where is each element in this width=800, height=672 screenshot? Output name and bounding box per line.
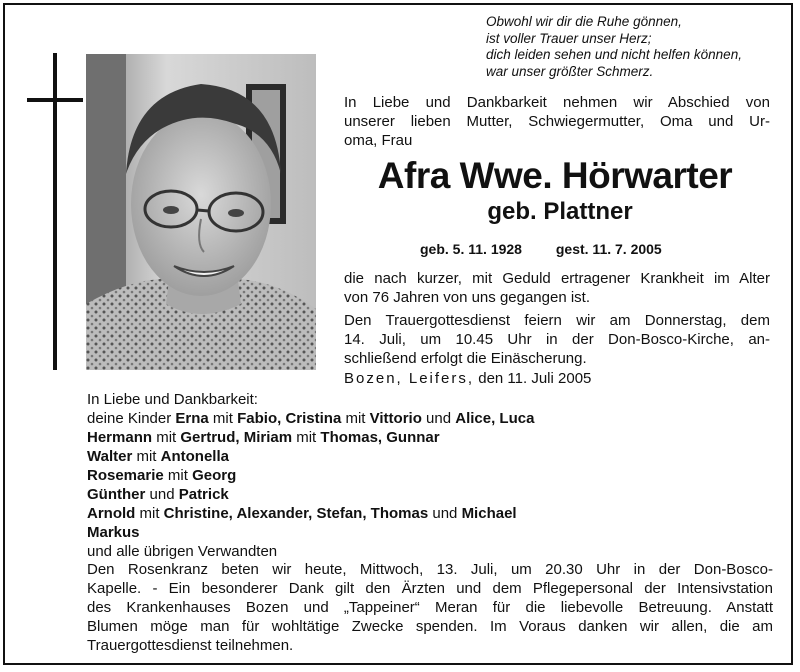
intro-line: In Liebe und Dankbarkeit nehmen wir Abschied von	[344, 94, 770, 111]
poem-line: Obwohl wir dir die Ruhe gönnen,	[486, 14, 682, 29]
notice-date: den 11. Juli 2005	[478, 370, 592, 387]
mourner-text: und	[145, 486, 179, 503]
portrait-illustration	[86, 54, 316, 370]
mourner-line: und alle übrigen Verwandten	[87, 543, 278, 560]
mourner-name: Georg	[192, 467, 237, 484]
mourner-name: Walter	[87, 448, 133, 465]
rosary-line: Blumen möge man für wohltätige Zwecke spenden. Im Voraus danken wir allen, die am	[87, 618, 773, 635]
mourner-text: mit	[135, 505, 164, 522]
mourner-text: mit	[152, 429, 181, 446]
mourner-name: Alice, Luca	[455, 410, 535, 427]
mourner-text: mit	[163, 467, 193, 484]
maiden-name: geb. Plattner	[487, 198, 633, 225]
funeral-line: 14. Juli, um 10.45 Uhr in der Don-Bosco-Kirche, an-	[344, 331, 770, 348]
cross-icon-bar	[27, 98, 83, 102]
poem-line: war unser größter Schmerz.	[486, 63, 654, 79]
mourner-text: mit	[292, 429, 321, 446]
passing-text	[344, 269, 770, 307]
mourner-text: mit	[341, 410, 370, 427]
death-date: gest. 11. 7. 2005	[555, 241, 662, 257]
place-date	[344, 369, 770, 388]
mourner-name: Günther	[87, 486, 146, 503]
poem-line: dich leiden sehen und nicht helfen können,	[486, 47, 742, 62]
mourner-name: Patrick	[178, 486, 229, 503]
mourner-line	[87, 447, 777, 466]
intro-text	[344, 93, 770, 150]
mourner-name: Fabio, Cristina	[237, 410, 342, 427]
mourner-text: mit	[208, 410, 238, 427]
mourner-name: Rosemarie	[87, 467, 164, 484]
deceased-name: Afra Wwe. Hörwarter	[377, 155, 733, 196]
intro-line: oma, Frau	[344, 132, 413, 149]
mourner-line	[87, 485, 777, 504]
life-dates	[420, 240, 780, 258]
intro-line: unserer lieben Mutter, Schwiegermutter, Oma und Ur-	[344, 113, 770, 130]
birth-date: geb. 5. 11. 1928	[420, 241, 522, 257]
mourner-text: deine Kinder	[87, 410, 176, 427]
funeral-line: Den Trauergottesdienst feiern wir am Donnerstag, dem	[344, 312, 770, 329]
funeral-service-text	[344, 311, 770, 368]
mourner-text: mit	[132, 448, 161, 465]
place-name: Bozen, Leifers,	[344, 370, 475, 387]
passing-line: die nach kurzer, mit Geduld ertragener Krankheit im Alter	[344, 270, 770, 287]
mourner-name: Erna	[175, 410, 209, 427]
mourners-intro: In Liebe und Dankbarkeit:	[87, 391, 258, 408]
mourner-text: und	[421, 410, 456, 427]
mourners-list	[87, 390, 777, 561]
rosary-line: Trauergottesdienst teilnehmen.	[87, 637, 294, 654]
mourner-name: Vittorio	[369, 410, 422, 427]
mourner-name: Gertrud, Miriam	[180, 429, 293, 446]
mourner-name: Thomas, Gunnar	[320, 429, 440, 446]
rosary-text	[87, 560, 773, 655]
mourner-text: und	[428, 505, 462, 522]
mourner-line	[87, 504, 777, 523]
poem	[486, 14, 786, 80]
poem-line: ist voller Trauer unser Herz;	[486, 30, 652, 46]
passing-line: von 76 Jahren von uns gegangen ist.	[344, 289, 591, 306]
mourner-name: Arnold	[87, 505, 136, 522]
mourner-name: Michael	[461, 505, 517, 522]
mourner-line	[87, 409, 777, 428]
mourner-name: Christine, Alexander, Stefan, Thomas	[163, 505, 429, 522]
funeral-line: schließend erfolgt die Einäscherung.	[344, 350, 587, 367]
rosary-line: des Krankenhauses Bozen und „Tappeiner“ Meran für die liebevolle Betreuung. Anstatt	[87, 599, 773, 616]
mourner-name: Hermann	[87, 429, 153, 446]
rosary-line: Kapelle. - Ein besonderer Dank gilt den Ärzten und dem Pflegepersonal der Intensivstation	[87, 580, 773, 597]
portrait-photo	[86, 54, 316, 370]
mourner-name: Antonella	[160, 448, 229, 465]
mourner-name: Markus	[87, 524, 140, 541]
mourner-line	[87, 428, 777, 447]
mourner-line	[87, 466, 777, 485]
rosary-line: Den Rosenkranz beten wir heute, Mittwoch, 13. Juli, um 20.30 Uhr in der Don-Bosco-	[87, 561, 773, 578]
mourner-line	[87, 523, 777, 542]
